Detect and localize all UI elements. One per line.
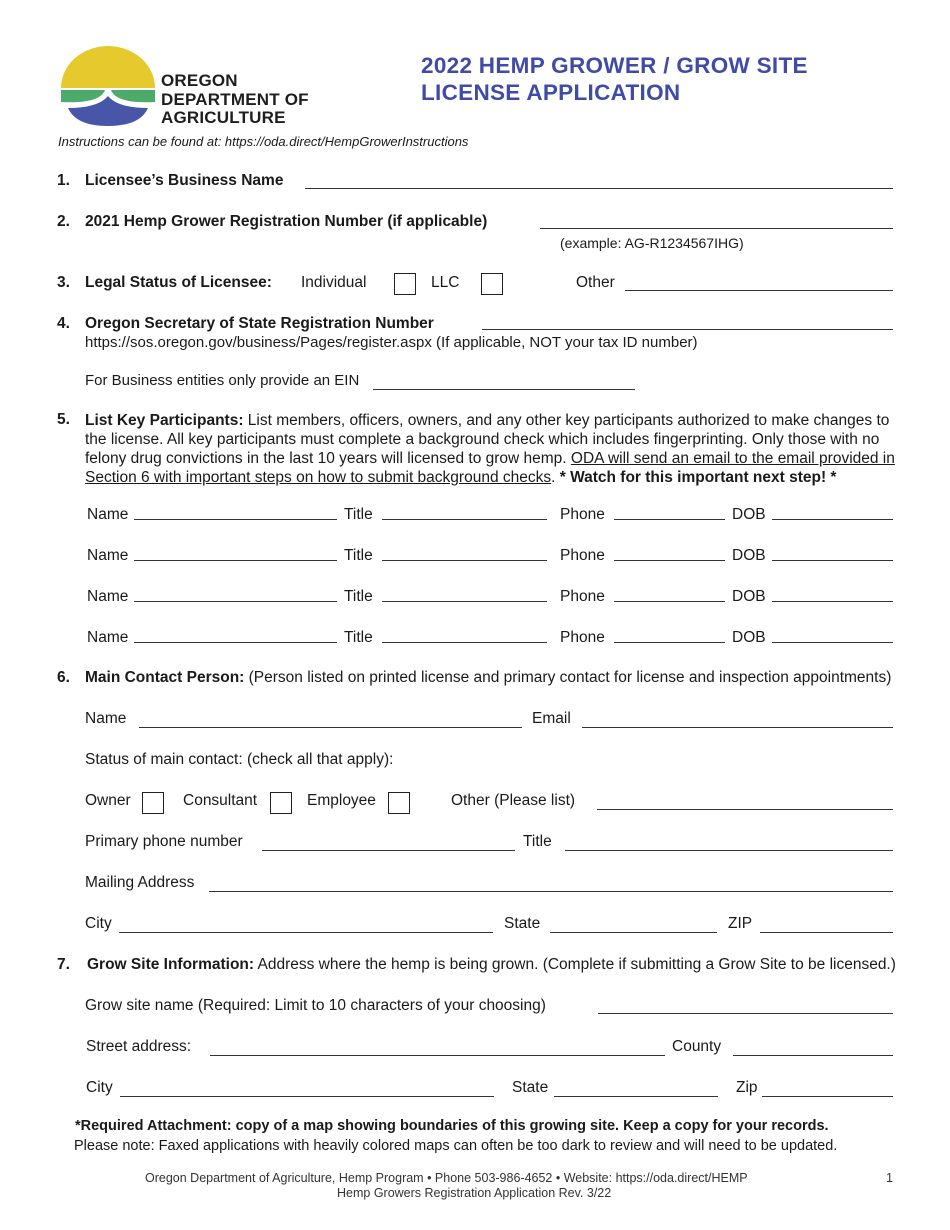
participant-name-label: Name (87, 506, 129, 523)
mailing-address-label: Mailing Address (85, 874, 195, 891)
participant-name-label: Name (87, 588, 129, 605)
participant-name-field-4[interactable] (134, 642, 337, 643)
owner-checkbox[interactable] (142, 792, 164, 814)
other-contact-field[interactable] (597, 809, 893, 810)
section-5-number: 5. (57, 411, 70, 428)
instructions-note: Instructions can be found at: https://oda.direct/HempGrowerInstructions (58, 134, 469, 149)
participant-name-label: Name (87, 629, 129, 646)
key-participants-description: List Key Participants: List members, officers, owners, and any other key participants authorized to make changes to the license. All key participants must complete a background check which includes fingerprinting. Only those with no felony drug convictions in the last 10 years will licensed to grow hemp. ODA will send an email to the email provided in Section 6 with important steps on how to submit background checks. * Watch for this important next step! * (85, 412, 895, 486)
participant-title-field-4[interactable] (382, 642, 547, 643)
participant-phone-label: Phone (560, 629, 605, 646)
grow-site-heading: Grow Site Information: Address where the hemp is being grown. (Complete if submitting a Grow Site to be licensed.) (87, 956, 896, 973)
participant-phone-label: Phone (560, 547, 605, 564)
street-address-label: Street address: (86, 1038, 192, 1055)
llc-checkbox[interactable] (481, 273, 503, 295)
participant-dob-field-1[interactable] (772, 519, 893, 520)
business-name-field[interactable] (305, 188, 893, 189)
section-3-number: 3. (57, 274, 70, 291)
participant-dob-label: DOB (732, 506, 766, 523)
required-attachment-note: *Required Attachment: copy of a map showing boundaries of this growing site. Keep a copy for your records. (75, 1118, 829, 1134)
site-state-field[interactable] (554, 1096, 718, 1097)
individual-label: Individual (301, 274, 367, 291)
county-label: County (672, 1038, 722, 1055)
contact-name-field[interactable] (139, 727, 522, 728)
contact-state-field[interactable] (550, 932, 717, 933)
participant-name-field-2[interactable] (134, 560, 337, 561)
mailing-address-field[interactable] (209, 891, 893, 892)
registration-number-field[interactable] (540, 228, 893, 229)
participant-phone-label: Phone (560, 506, 605, 523)
footer-contact: Oregon Department of Agriculture, Hemp Program • Phone 503-986-4652 • Website: https://oda.direct/HEMP (145, 1171, 748, 1185)
footer-revision: Hemp Growers Registration Application Rev. 3/22 (337, 1186, 612, 1200)
participant-dob-label: DOB (732, 547, 766, 564)
llc-label: LLC (431, 274, 460, 291)
employee-label: Employee (307, 792, 376, 809)
consultant-label: Consultant (183, 792, 258, 809)
participant-name-field-3[interactable] (134, 601, 337, 602)
consultant-checkbox[interactable] (270, 792, 292, 814)
fax-note: Please note: Faxed applications with heavily colored maps can often be too dark to review and will need to be updated. (74, 1138, 838, 1154)
site-zip-label: Zip (736, 1079, 758, 1096)
individual-checkbox[interactable] (394, 273, 416, 295)
contact-state-label: State (504, 915, 541, 932)
participant-phone-label: Phone (560, 588, 605, 605)
participant-title-field-3[interactable] (382, 601, 547, 602)
owner-label: Owner (85, 792, 131, 809)
contact-zip-field[interactable] (760, 932, 893, 933)
participant-title-field-2[interactable] (382, 560, 547, 561)
participant-title-label: Title (344, 588, 373, 605)
contact-city-field[interactable] (119, 932, 493, 933)
main-contact-heading: Main Contact Person: (Person listed on printed license and primary contact for license and inspection appointments) (85, 669, 892, 686)
participant-phone-field-4[interactable] (614, 642, 725, 643)
section-1-number: 1. (57, 172, 70, 189)
participant-title-label: Title (344, 629, 373, 646)
other-status-field[interactable] (625, 290, 893, 291)
county-field[interactable] (733, 1055, 893, 1056)
section-2-number: 2. (57, 213, 70, 230)
contact-title-field[interactable] (565, 850, 893, 851)
participant-dob-field-2[interactable] (772, 560, 893, 561)
grow-site-name-label: Grow site name (Required: Limit to 10 characters of your choosing) (85, 997, 546, 1014)
sos-url-note: https://sos.oregon.gov/business/Pages/register.aspx (If applicable, NOT your tax ID number) (85, 334, 698, 351)
registration-number-label: 2021 Hemp Grower Registration Number (if applicable) (85, 213, 488, 230)
site-city-label: City (86, 1079, 113, 1096)
sos-registration-label: Oregon Secretary of State Registration Number (85, 315, 434, 332)
participant-dob-field-3[interactable] (772, 601, 893, 602)
participant-dob-label: DOB (732, 588, 766, 605)
contact-zip-label: ZIP (728, 915, 753, 932)
registration-example: (example: AG-R1234567IHG) (560, 235, 744, 251)
section-4-number: 4. (57, 315, 70, 332)
ein-field[interactable] (373, 389, 635, 390)
business-name-label: Licensee’s Business Name (85, 172, 284, 189)
site-state-label: State (512, 1079, 549, 1096)
contact-email-label: Email (532, 710, 571, 727)
sos-registration-field[interactable] (482, 329, 893, 330)
other-status-label: Other (576, 274, 615, 291)
contact-status-label: Status of main contact: (check all that apply): (85, 751, 394, 768)
participant-phone-field-3[interactable] (614, 601, 725, 602)
participant-title-label: Title (344, 506, 373, 523)
participant-phone-field-2[interactable] (614, 560, 725, 561)
contact-email-field[interactable] (582, 727, 893, 728)
section-6-number: 6. (57, 669, 70, 686)
grow-site-name-field[interactable] (598, 1013, 893, 1014)
org-name: OREGON DEPARTMENT OF AGRICULTURE (161, 71, 309, 127)
participant-dob-field-4[interactable] (772, 642, 893, 643)
legal-status-label: Legal Status of Licensee: (85, 274, 272, 291)
participant-phone-field-1[interactable] (614, 519, 725, 520)
contact-name-label: Name (85, 710, 127, 727)
participant-dob-label: DOB (732, 629, 766, 646)
participant-title-field-1[interactable] (382, 519, 547, 520)
site-zip-field[interactable] (762, 1096, 893, 1097)
participant-name-label: Name (87, 547, 129, 564)
ein-label: For Business entities only provide an EIN (85, 372, 360, 389)
primary-phone-label: Primary phone number (85, 833, 243, 850)
participant-name-field-1[interactable] (134, 519, 337, 520)
contact-title-label: Title (523, 833, 552, 850)
page-number: 1 (886, 1171, 893, 1185)
primary-phone-field[interactable] (262, 850, 515, 851)
oda-logo (58, 46, 158, 128)
page-title: 2022 HEMP GROWER / GROW SITE LICENSE APPLICATION (421, 53, 808, 105)
section-7-number: 7. (57, 956, 70, 973)
contact-city-label: City (85, 915, 112, 932)
site-city-field[interactable] (120, 1096, 494, 1097)
other-contact-label: Other (Please list) (451, 792, 576, 809)
employee-checkbox[interactable] (388, 792, 410, 814)
participant-title-label: Title (344, 547, 373, 564)
street-address-field[interactable] (210, 1055, 665, 1056)
